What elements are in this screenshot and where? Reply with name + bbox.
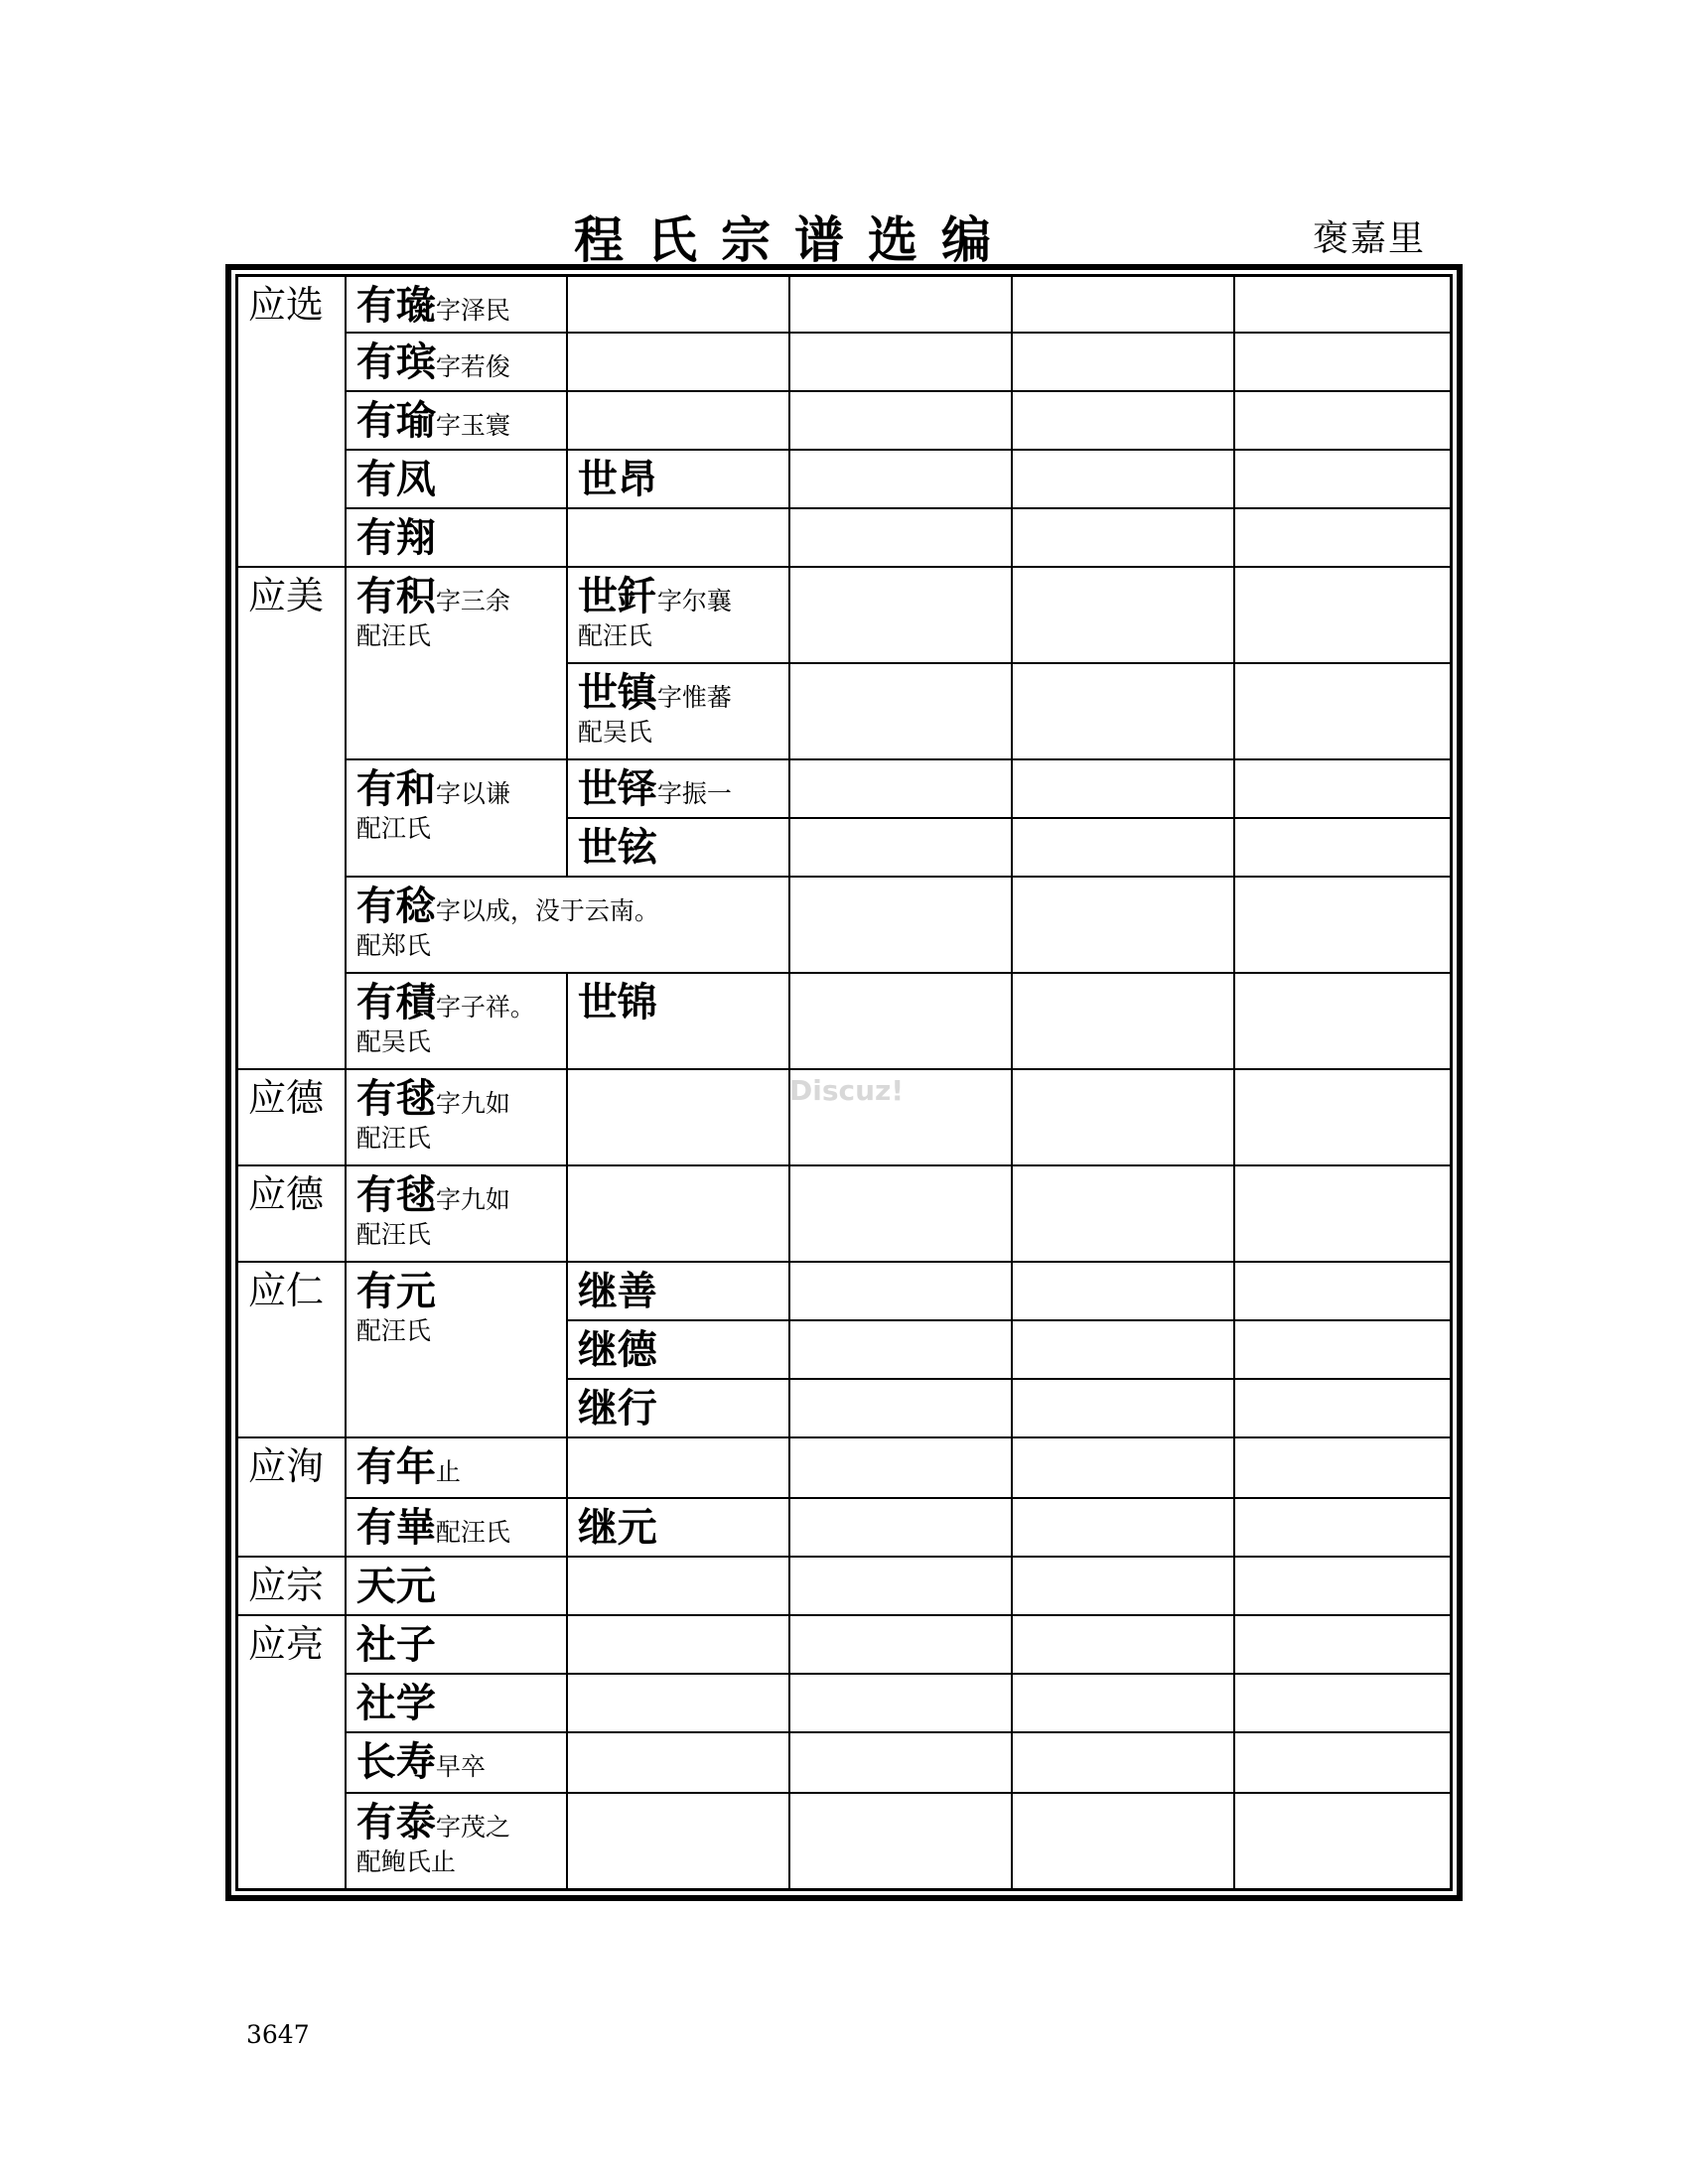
page-title: 程氏宗谱选编	[574, 211, 1015, 269]
person-note: 字以谦	[435, 778, 510, 808]
person-note: 字尔襄	[656, 586, 732, 615]
table-row	[237, 1437, 1452, 1498]
person-cell	[346, 1069, 567, 1165]
person-note: 字子祥。	[435, 992, 535, 1022]
table-row	[237, 567, 1452, 663]
person-cell	[346, 391, 567, 450]
person-spouse: 配吴氏	[577, 717, 652, 747]
person-name: 有元	[355, 1269, 436, 1314]
person-note: 字泽民	[435, 296, 510, 325]
person-cell	[567, 1320, 789, 1379]
person-spouse: 配汪氏	[355, 1123, 431, 1153]
generation-cell	[237, 1069, 346, 1165]
person-spouse: 配汪氏	[355, 620, 431, 650]
person-note: 字以成，没于云南。	[435, 895, 659, 925]
watermark: Discuz!	[789, 1074, 905, 1107]
person-spouse: 配汪氏	[355, 1316, 431, 1345]
person-name: 有積	[355, 979, 436, 1025]
person-note: 止	[435, 1457, 461, 1487]
generation-name: 应仁	[248, 1269, 325, 1312]
person-name: 世釺	[577, 573, 657, 619]
person-cell	[346, 1262, 567, 1437]
person-name: 世锦	[577, 979, 657, 1025]
table-row	[237, 276, 1452, 333]
generation-cell	[237, 1165, 346, 1262]
table-row	[237, 333, 1452, 391]
person-cell	[346, 508, 567, 567]
person-spouse: 配郑氏	[355, 930, 431, 960]
person-note: 字九如	[435, 1088, 510, 1118]
person-note: 字三余	[435, 586, 510, 615]
person-cell	[567, 1498, 789, 1557]
generation-name: 应亮	[248, 1622, 325, 1667]
person-spouse: 配鲍氏止	[355, 1847, 456, 1877]
generation-name: 应德	[248, 1075, 325, 1120]
person-name: 世铉	[577, 824, 657, 871]
person-name: 社学	[355, 1681, 436, 1727]
person-name: 有瑜	[355, 397, 436, 444]
person-cell	[567, 759, 789, 818]
person-spouse: 配吴氏	[355, 1026, 431, 1056]
person-note: 字振一	[656, 778, 732, 808]
person-name: 继元	[577, 1505, 657, 1552]
person-name: 有年	[355, 1444, 436, 1491]
table-row	[237, 1615, 1452, 1674]
table-row	[237, 877, 1452, 973]
generation-cell	[237, 1262, 346, 1437]
person-name: 有泰	[355, 1800, 436, 1846]
person-cell	[346, 759, 567, 877]
generation-cell	[237, 1615, 346, 1889]
generation-name: 应宗	[248, 1564, 325, 1608]
person-name: 继善	[577, 1269, 657, 1314]
place-name: 褒嘉里	[1313, 218, 1427, 259]
generation-name: 应洵	[248, 1444, 325, 1489]
person-name: 有翔	[355, 514, 436, 561]
person-spouse: 配汪氏	[577, 620, 652, 650]
person-name: 世昂	[577, 456, 657, 502]
generation-cell	[237, 1437, 346, 1557]
person-cell	[346, 1165, 567, 1262]
table-row	[237, 759, 1452, 818]
person-cell	[567, 818, 789, 877]
generation-name: 应美	[248, 573, 325, 617]
person-name: 天元	[355, 1564, 436, 1610]
person-cell	[346, 1793, 567, 1889]
table-row	[237, 1498, 1452, 1557]
table-row	[237, 450, 1452, 508]
person-name: 世铎	[577, 765, 657, 812]
person-name: 继德	[577, 1327, 657, 1374]
person-cell	[346, 276, 567, 333]
generation-cell	[237, 567, 346, 1069]
person-note: 字若俊	[435, 351, 510, 381]
table-row	[237, 1674, 1452, 1732]
person-name: 社子	[355, 1622, 436, 1669]
table-row	[237, 1165, 1452, 1262]
person-cell	[346, 1437, 567, 1498]
person-note: 字玉寰	[435, 410, 510, 440]
person-name: 有积	[355, 573, 436, 619]
person-note: 早卒	[435, 1752, 486, 1782]
person-name: 有崋	[355, 1505, 436, 1552]
generation-name: 应选	[248, 283, 325, 327]
person-note: 配汪氏	[435, 1518, 510, 1548]
person-name: 有和	[355, 765, 436, 812]
page-number: 3647	[246, 2020, 310, 2049]
person-cell	[567, 1379, 789, 1437]
person-cell	[346, 877, 789, 973]
person-name: 有稔	[355, 883, 436, 929]
person-cell	[346, 1557, 567, 1615]
person-name: 继行	[577, 1386, 657, 1433]
person-note: 字惟蕃	[656, 682, 732, 712]
person-cell	[567, 663, 789, 759]
person-cell	[346, 450, 567, 508]
person-cell	[346, 1732, 567, 1793]
generation-cell	[237, 276, 346, 567]
person-cell	[346, 567, 567, 759]
person-name: 有凤	[355, 456, 436, 502]
person-name: 有璏	[355, 283, 436, 329]
person-cell	[346, 1498, 567, 1557]
person-name: 有毬	[355, 1075, 436, 1122]
person-note: 字茂之	[435, 1813, 510, 1843]
table-row	[237, 391, 1452, 450]
person-note: 字九如	[435, 1184, 510, 1214]
person-cell	[346, 1674, 567, 1732]
person-name: 长寿	[355, 1739, 436, 1786]
person-cell	[567, 450, 789, 508]
person-spouse: 配汪氏	[355, 1219, 431, 1249]
person-name: 有毬	[355, 1171, 436, 1218]
table-row	[237, 973, 1452, 1069]
person-cell	[346, 973, 567, 1069]
generation-name: 应德	[248, 1171, 325, 1216]
person-name: 有瑸	[355, 339, 436, 385]
table-row	[237, 1732, 1452, 1793]
table-row	[237, 1262, 1452, 1320]
table-row	[237, 1557, 1452, 1615]
person-cell	[346, 1615, 567, 1674]
person-spouse: 配江氏	[355, 813, 431, 843]
person-cell	[567, 973, 789, 1069]
generation-cell	[237, 1557, 346, 1615]
table-row	[237, 1793, 1452, 1889]
person-cell	[567, 1262, 789, 1320]
person-name: 世镇	[577, 669, 657, 716]
person-cell	[567, 567, 789, 663]
person-cell	[346, 333, 567, 391]
table-row	[237, 508, 1452, 567]
